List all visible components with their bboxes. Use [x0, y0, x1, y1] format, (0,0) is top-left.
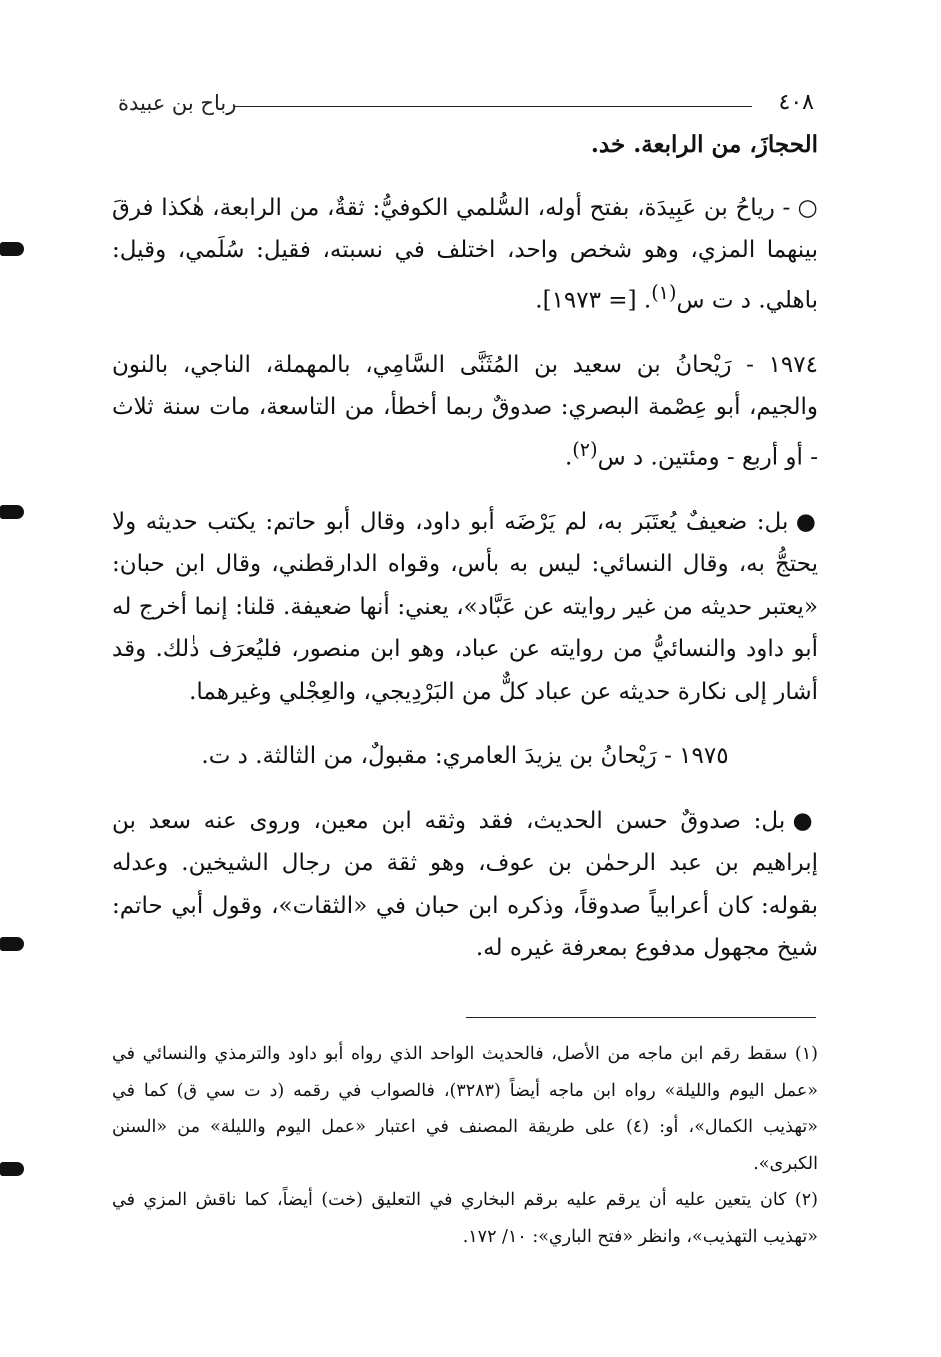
entry-1974-text: ١٩٧٤ - رَيْحانُ بن سعيد بن المُثَنَّى السَّامِي، بالمهملة، الناجي، بالنون والجيم، أبو عِصْمة البصري: صدوقٌ ربما أخطأ، من التاسعة، مات سنة ثلاث - أو أربع - ومئتين. د س — [112, 351, 818, 471]
page-header — [118, 88, 814, 124]
footnote-2: (٢) كان يتعين عليه أن يرقم عليه برقم البخاري في التعليق (خت) أيضاً، كما ناقش المزي في «تهذيب التهذيب»، وانظر «فتح الباري»: ١٠/ ١٧٢. — [112, 1190, 818, 1247]
margin-tab-mark — [0, 937, 24, 951]
comment-1974 — [112, 501, 818, 714]
header-rule — [234, 106, 752, 107]
entry-1974 — [112, 344, 818, 479]
bullet-icon: ● — [795, 508, 818, 535]
comment-1975 — [112, 800, 818, 970]
entry-riyah-text: - رياحُ بن عَبِيدَة، بفتح أوله، السُّلمي الكوفيُّ: ثقةٌ، من الرابعة، هٰكذا فرقَ بينهما المزي، وهو شخص واحد، اختلف في نسبته، فقيل: سُلَمي، وقيل: باهلي. د ت س — [112, 194, 818, 314]
running-title: رباح بن عبيدة — [118, 91, 237, 115]
margin-tab-mark — [0, 505, 24, 519]
comment-1975-text: بل: صدوقٌ حسن الحديث، فقد وثقه ابن معين، وروى عنه سعد بن إبراهيم بن عبد الرحمٰن بن عوف، وهو ثقة من رجال الشيخين. وعدله بقوله: كان أعرابياً صدوقاً، وذكره ابن حبان في «الثقات»، وقول أبي حاتم: شيخ مجهول مدفوع بمعرفة غيره له. — [112, 807, 818, 962]
entry-1975: ١٩٧٥ - رَيْحانُ بن يزيدَ العامري: مقبولٌ، من الثالثة. د ت. — [201, 743, 729, 770]
continuation-line: الحجازَ، من الرابعة. خد. — [590, 131, 818, 158]
bullet-icon: ● — [792, 807, 818, 834]
entry-riyah — [112, 187, 818, 322]
footnote-separator — [466, 1017, 816, 1018]
circle-icon: ○ — [797, 194, 818, 221]
margin-tab-mark — [0, 242, 24, 256]
footnote-ref-2[interactable]: (٢) — [572, 437, 598, 461]
footnote-1: (١) سقط رقم ابن ماجه من الأصل، فالحديث الواحد الذي رواه أبو داود والترمذي والنسائي في «عمل اليوم والليلة» رواه ابن ماجه أيضاً (٣٢٨٣)، فالصواب في رقمه (د ت سي ق) كما في «تهذيب الكمال»، أو: (٤) على طريقة المصنف في اعتبار «عمل اليوم والليلة» من «السنن الكبرى». — [112, 1044, 818, 1174]
entry-riyah-tail: . [= ١٩٧٣]. — [535, 287, 652, 314]
main-text — [112, 124, 818, 970]
comment-1974-text: بل: ضعيفٌ يُعتَبَر به، لم يَرْضَه أبو داود، وقال أبو حاتم: يكتب حديثه ولا يحتجُّ به، وقال النسائي: ليس به بأس، وقواه الدارقطني، وقال ابن حبان: «يعتبر حديثه من غير روايته عن عَبَّاد»، يعني: أنها ضعيفة. قلنا: إنما أخرج له أبو داود والنسائيُّ من روايته عن عباد، وهو ابن منصور، فليُعرَف ذٰلك. وقد أشار إلى نكارة حديثه عن عباد كلٌّ من البَرْدِيجي، والعِجْلي وغيرهما. — [112, 508, 818, 705]
margin-tab-mark — [0, 1162, 24, 1176]
page-number: ٤٠٨ — [778, 90, 814, 115]
footnotes — [112, 1036, 818, 1255]
footnote-ref-1[interactable]: (١) — [651, 280, 677, 304]
entry-1974-tail: . — [564, 444, 573, 471]
